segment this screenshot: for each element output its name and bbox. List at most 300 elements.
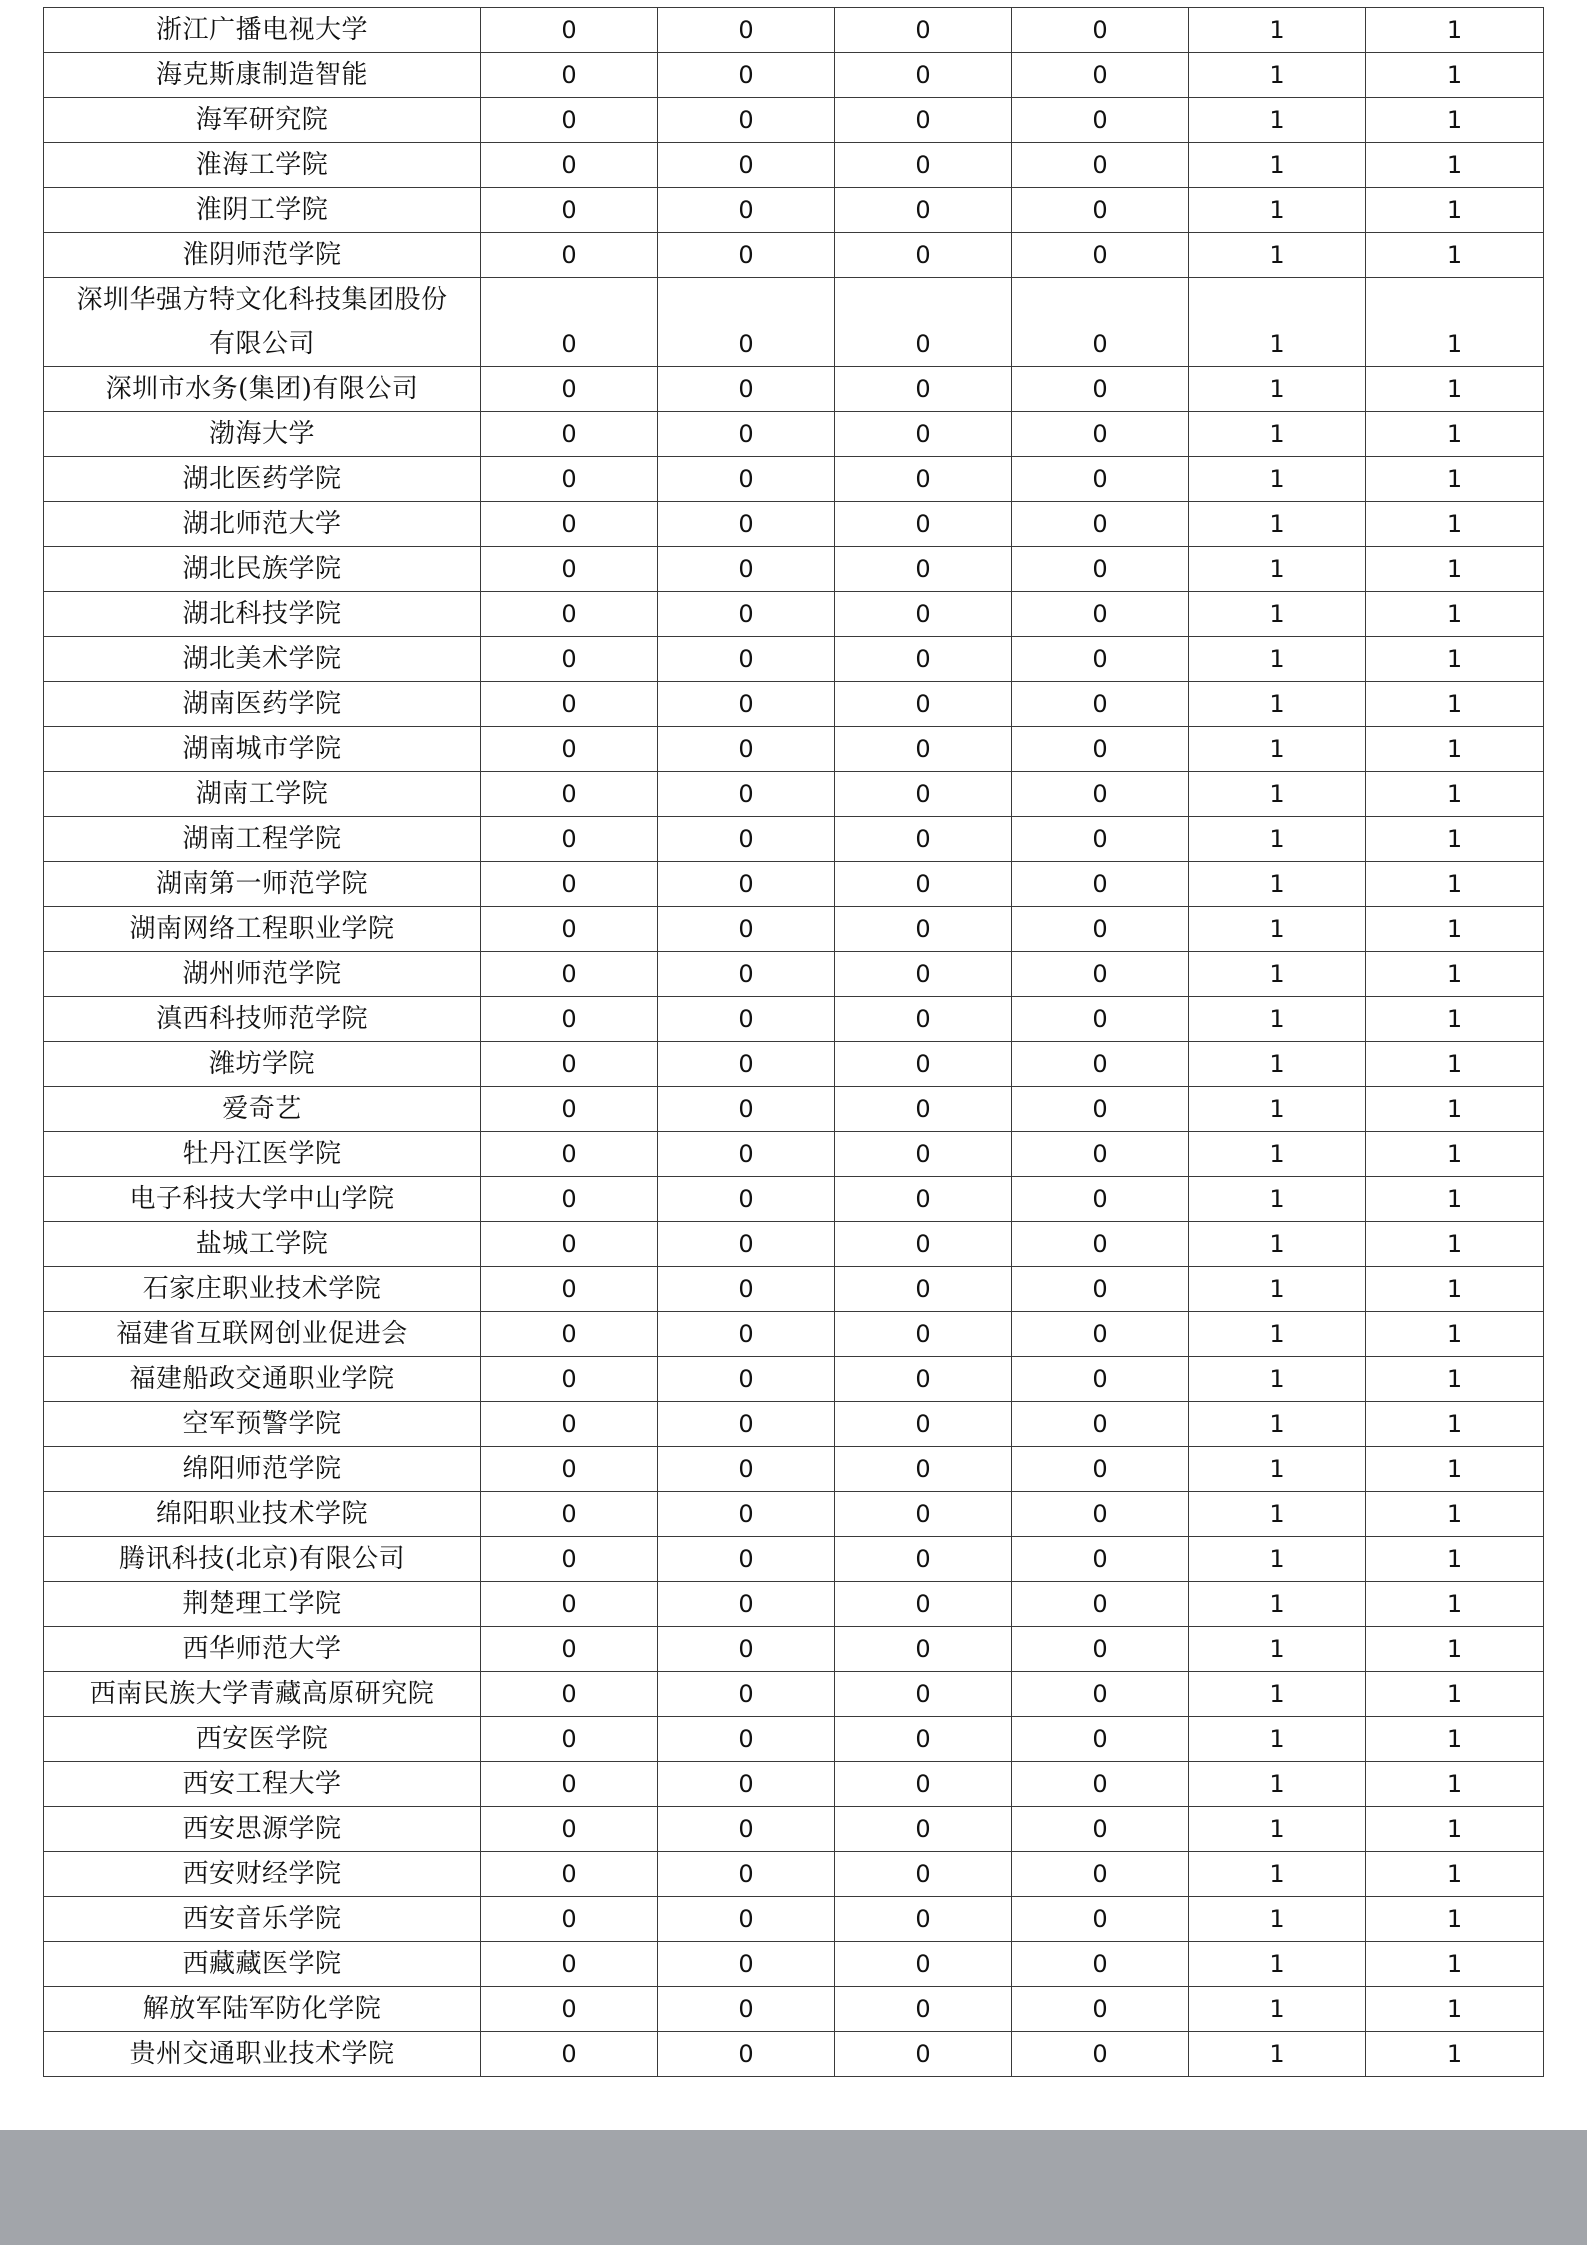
institution-name-cell	[44, 1807, 481, 1852]
value-cell-col-5: 1	[1189, 637, 1366, 682]
value-cell-col-5: 1	[1189, 1762, 1366, 1807]
value-cell-col-1: 0	[481, 1447, 658, 1492]
table-row	[44, 1852, 1544, 1897]
value-cell-col-4: 0	[1012, 1672, 1189, 1717]
institution-name: 湖南网络工程职业学院	[129, 914, 395, 944]
value-cell-col-3: 0	[835, 592, 1012, 637]
value-cell-col-1: 0	[481, 1042, 658, 1087]
value-cell-col-2: 0	[658, 862, 835, 907]
value-cell-col-5: 1	[1189, 862, 1366, 907]
value-cell-col-5: 1	[1189, 98, 1366, 143]
institution-name-cell	[44, 457, 481, 502]
table-row	[44, 1447, 1544, 1492]
value-cell-col-4: 0	[1012, 592, 1189, 637]
table-row	[44, 1537, 1544, 1582]
value-cell-col-6: 1	[1366, 1132, 1544, 1177]
value-cell-col-2: 0	[658, 727, 835, 772]
value-cell-col-5: 1	[1189, 1942, 1366, 1987]
institution-name: 深圳市水务(集团)有限公司	[105, 374, 419, 404]
value-cell-col-4: 0	[1012, 412, 1189, 457]
value-cell-col-6: 1	[1366, 1357, 1544, 1402]
value-cell-col-1: 0	[481, 278, 658, 367]
value-cell-col-5: 1	[1189, 1177, 1366, 1222]
table-row	[44, 1402, 1544, 1447]
value-cell-col-6: 1	[1366, 637, 1544, 682]
value-cell-col-2: 0	[658, 1042, 835, 1087]
institution-name-cell	[44, 952, 481, 997]
institution-name-cell	[44, 547, 481, 592]
value-cell-col-4: 0	[1012, 1087, 1189, 1132]
value-cell-col-2: 0	[658, 1897, 835, 1942]
value-cell-col-6: 1	[1366, 1987, 1544, 2032]
institution-name: 湖北医药学院	[182, 464, 342, 494]
value-cell-col-6: 1	[1366, 1537, 1544, 1582]
value-cell-col-5: 1	[1189, 457, 1366, 502]
value-cell-col-5: 1	[1189, 367, 1366, 412]
value-cell-col-2: 0	[658, 1402, 835, 1447]
value-cell-col-2: 0	[658, 682, 835, 727]
value-cell-col-3: 0	[835, 1492, 1012, 1537]
institution-name-cell	[44, 1582, 481, 1627]
value-cell-col-3: 0	[835, 143, 1012, 188]
value-cell-col-3: 0	[835, 457, 1012, 502]
institution-name: 西安工程大学	[182, 1769, 342, 1799]
value-cell-col-2: 0	[658, 997, 835, 1042]
value-cell-col-5: 1	[1189, 682, 1366, 727]
institution-name: 石家庄职业技术学院	[142, 1274, 382, 1304]
value-cell-col-2: 0	[658, 278, 835, 367]
value-cell-col-5: 1	[1189, 1042, 1366, 1087]
value-cell-col-5: 1	[1189, 1357, 1366, 1402]
table-row	[44, 1627, 1544, 1672]
value-cell-col-5: 1	[1189, 143, 1366, 188]
value-cell-col-2: 0	[658, 2032, 835, 2077]
value-cell-col-1: 0	[481, 1492, 658, 1537]
table-row	[44, 1357, 1544, 1402]
value-cell-col-2: 0	[658, 98, 835, 143]
value-cell-col-4: 0	[1012, 2032, 1189, 2077]
value-cell-col-3: 0	[835, 862, 1012, 907]
value-cell-col-1: 0	[481, 637, 658, 682]
value-cell-col-1: 0	[481, 1672, 658, 1717]
value-cell-col-6: 1	[1366, 817, 1544, 862]
table-row	[44, 1987, 1544, 2032]
value-cell-col-6: 1	[1366, 1042, 1544, 1087]
value-cell-col-4: 0	[1012, 637, 1189, 682]
value-cell-col-3: 0	[835, 1222, 1012, 1267]
value-cell-col-2: 0	[658, 143, 835, 188]
institution-name-cell	[44, 1087, 481, 1132]
institution-name: 福建省互联网创业促进会	[116, 1319, 408, 1349]
table-row	[44, 952, 1544, 997]
institution-name: 西南民族大学青藏高原研究院	[89, 1679, 435, 1709]
value-cell-col-6: 1	[1366, 1492, 1544, 1537]
value-cell-col-1: 0	[481, 817, 658, 862]
table-row	[44, 1807, 1544, 1852]
value-cell-col-4: 0	[1012, 233, 1189, 278]
value-cell-col-4: 0	[1012, 682, 1189, 727]
value-cell-col-3: 0	[835, 278, 1012, 367]
institution-name: 海军研究院	[195, 105, 329, 135]
value-cell-col-6: 1	[1366, 98, 1544, 143]
value-cell-col-2: 0	[658, 1942, 835, 1987]
value-cell-col-4: 0	[1012, 1627, 1189, 1672]
value-cell-col-1: 0	[481, 1222, 658, 1267]
value-cell-col-5: 1	[1189, 727, 1366, 772]
value-cell-col-3: 0	[835, 637, 1012, 682]
value-cell-col-5: 1	[1189, 1267, 1366, 1312]
value-cell-col-5: 1	[1189, 1672, 1366, 1717]
table-row	[44, 997, 1544, 1042]
table-row	[44, 1762, 1544, 1807]
value-cell-col-1: 0	[481, 1582, 658, 1627]
institution-name: 西安财经学院	[182, 1859, 342, 1889]
value-cell-col-2: 0	[658, 1357, 835, 1402]
value-cell-col-3: 0	[835, 367, 1012, 412]
value-cell-col-4: 0	[1012, 862, 1189, 907]
value-cell-col-2: 0	[658, 53, 835, 98]
value-cell-col-2: 0	[658, 412, 835, 457]
value-cell-col-3: 0	[835, 1627, 1012, 1672]
value-cell-col-5: 1	[1189, 1312, 1366, 1357]
value-cell-col-1: 0	[481, 1897, 658, 1942]
value-cell-col-1: 0	[481, 1312, 658, 1357]
table-row	[44, 98, 1544, 143]
value-cell-col-4: 0	[1012, 1717, 1189, 1762]
value-cell-col-5: 1	[1189, 1447, 1366, 1492]
institution-name-cell	[44, 412, 481, 457]
value-cell-col-4: 0	[1012, 1357, 1189, 1402]
institution-name-cell	[44, 637, 481, 682]
institution-name-cell	[44, 1987, 481, 2032]
value-cell-col-6: 1	[1366, 233, 1544, 278]
value-cell-col-2: 0	[658, 772, 835, 817]
value-cell-col-4: 0	[1012, 1222, 1189, 1267]
value-cell-col-3: 0	[835, 1357, 1012, 1402]
value-cell-col-4: 0	[1012, 188, 1189, 233]
value-cell-col-1: 0	[481, 98, 658, 143]
value-cell-col-4: 0	[1012, 98, 1189, 143]
value-cell-col-1: 0	[481, 1357, 658, 1402]
institution-name-cell	[44, 367, 481, 412]
institution-name: 解放军陆军防化学院	[142, 1994, 382, 2024]
institution-name-cell	[44, 2032, 481, 2077]
value-cell-col-3: 0	[835, 98, 1012, 143]
table-row	[44, 727, 1544, 772]
value-cell-col-6: 1	[1366, 1807, 1544, 1852]
value-cell-col-5: 1	[1189, 997, 1366, 1042]
value-cell-col-1: 0	[481, 1987, 658, 2032]
institution-name-cell	[44, 1222, 481, 1267]
value-cell-col-1: 0	[481, 1717, 658, 1762]
value-cell-col-4: 0	[1012, 1987, 1189, 2032]
value-cell-col-5: 1	[1189, 817, 1366, 862]
value-cell-col-6: 1	[1366, 188, 1544, 233]
table-row	[44, 457, 1544, 502]
value-cell-col-5: 1	[1189, 1717, 1366, 1762]
value-cell-col-2: 0	[658, 547, 835, 592]
table-row	[44, 817, 1544, 862]
value-cell-col-3: 0	[835, 8, 1012, 53]
institution-name-cell	[44, 98, 481, 143]
table-row	[44, 278, 1544, 367]
value-cell-col-6: 1	[1366, 278, 1544, 367]
value-cell-col-2: 0	[658, 1852, 835, 1897]
value-cell-col-3: 0	[835, 502, 1012, 547]
table-row	[44, 2032, 1544, 2077]
value-cell-col-1: 0	[481, 53, 658, 98]
institution-name-cell	[44, 1132, 481, 1177]
value-cell-col-5: 1	[1189, 772, 1366, 817]
table-row	[44, 1177, 1544, 1222]
value-cell-col-4: 0	[1012, 1807, 1189, 1852]
table-row	[44, 592, 1544, 637]
value-cell-col-3: 0	[835, 233, 1012, 278]
value-cell-col-6: 1	[1366, 1222, 1544, 1267]
value-cell-col-4: 0	[1012, 53, 1189, 98]
institution-name: 绵阳职业技术学院	[155, 1499, 368, 1529]
value-cell-col-3: 0	[835, 1312, 1012, 1357]
value-cell-col-6: 1	[1366, 2032, 1544, 2077]
institution-name-cell	[44, 188, 481, 233]
value-cell-col-4: 0	[1012, 772, 1189, 817]
table-row	[44, 188, 1544, 233]
institution-name-cell	[44, 1537, 481, 1582]
table-row	[44, 1222, 1544, 1267]
value-cell-col-6: 1	[1366, 772, 1544, 817]
table-row	[44, 502, 1544, 547]
value-cell-col-5: 1	[1189, 188, 1366, 233]
value-cell-col-4: 0	[1012, 367, 1189, 412]
value-cell-col-2: 0	[658, 367, 835, 412]
table-row	[44, 637, 1544, 682]
value-cell-col-5: 1	[1189, 412, 1366, 457]
value-cell-col-1: 0	[481, 727, 658, 772]
value-cell-col-4: 0	[1012, 1852, 1189, 1897]
table-row	[44, 1582, 1544, 1627]
institution-name: 西藏藏医学院	[182, 1949, 342, 1979]
value-cell-col-3: 0	[835, 772, 1012, 817]
table-row	[44, 547, 1544, 592]
value-cell-col-4: 0	[1012, 1402, 1189, 1447]
table-row	[44, 367, 1544, 412]
value-cell-col-2: 0	[658, 1672, 835, 1717]
value-cell-col-3: 0	[835, 907, 1012, 952]
value-cell-col-3: 0	[835, 547, 1012, 592]
institution-name: 爱奇艺	[222, 1094, 302, 1124]
value-cell-col-3: 0	[835, 1717, 1012, 1762]
value-cell-col-4: 0	[1012, 1447, 1189, 1492]
value-cell-col-5: 1	[1189, 1087, 1366, 1132]
value-cell-col-2: 0	[658, 1762, 835, 1807]
value-cell-col-1: 0	[481, 1807, 658, 1852]
value-cell-col-3: 0	[835, 997, 1012, 1042]
value-cell-col-5: 1	[1189, 8, 1366, 53]
value-cell-col-6: 1	[1366, 862, 1544, 907]
table-row	[44, 907, 1544, 952]
value-cell-col-2: 0	[658, 1807, 835, 1852]
institution-name: 电子科技大学中山学院	[129, 1184, 395, 1214]
institution-name: 海克斯康制造智能	[155, 60, 368, 90]
value-cell-col-2: 0	[658, 1492, 835, 1537]
value-cell-col-1: 0	[481, 233, 658, 278]
table-row	[44, 1132, 1544, 1177]
value-cell-col-3: 0	[835, 1897, 1012, 1942]
value-cell-col-5: 1	[1189, 278, 1366, 367]
value-cell-col-4: 0	[1012, 727, 1189, 772]
value-cell-col-2: 0	[658, 8, 835, 53]
value-cell-col-5: 1	[1189, 952, 1366, 997]
value-cell-col-3: 0	[835, 1087, 1012, 1132]
value-cell-col-5: 1	[1189, 2032, 1366, 2077]
value-cell-col-4: 0	[1012, 457, 1189, 502]
institution-name: 西安医学院	[195, 1724, 329, 1754]
value-cell-col-1: 0	[481, 457, 658, 502]
value-cell-col-1: 0	[481, 2032, 658, 2077]
value-cell-col-4: 0	[1012, 952, 1189, 997]
value-cell-col-6: 1	[1366, 1177, 1544, 1222]
value-cell-col-6: 1	[1366, 1942, 1544, 1987]
value-cell-col-5: 1	[1189, 1627, 1366, 1672]
value-cell-col-2: 0	[658, 457, 835, 502]
institution-name: 浙江广播电视大学	[155, 15, 368, 45]
institution-name: 湖南城市学院	[182, 734, 342, 764]
value-cell-col-3: 0	[835, 1402, 1012, 1447]
institution-name-cell	[44, 1312, 481, 1357]
value-cell-col-2: 0	[658, 1267, 835, 1312]
institution-name-cell	[44, 907, 481, 952]
table-row	[44, 682, 1544, 727]
institution-name-cell	[44, 278, 481, 367]
value-cell-col-3: 0	[835, 1807, 1012, 1852]
value-cell-col-5: 1	[1189, 1402, 1366, 1447]
institution-name: 淮阴师范学院	[182, 240, 342, 270]
value-cell-col-3: 0	[835, 1582, 1012, 1627]
value-cell-col-3: 0	[835, 1942, 1012, 1987]
value-cell-col-2: 0	[658, 1132, 835, 1177]
institution-name: 荆楚理工学院	[182, 1589, 342, 1619]
value-cell-col-2: 0	[658, 1087, 835, 1132]
institution-name: 绵阳师范学院	[182, 1454, 342, 1484]
value-cell-col-4: 0	[1012, 143, 1189, 188]
value-cell-col-1: 0	[481, 188, 658, 233]
value-cell-col-3: 0	[835, 53, 1012, 98]
value-cell-col-1: 0	[481, 547, 658, 592]
institution-name: 湖北师范大学	[182, 509, 342, 539]
value-cell-col-2: 0	[658, 1177, 835, 1222]
value-cell-col-3: 0	[835, 1537, 1012, 1582]
value-cell-col-6: 1	[1366, 1897, 1544, 1942]
value-cell-col-5: 1	[1189, 1987, 1366, 2032]
value-cell-col-5: 1	[1189, 1492, 1366, 1537]
value-cell-col-3: 0	[835, 412, 1012, 457]
value-cell-col-2: 0	[658, 1717, 835, 1762]
institution-name: 西安思源学院	[182, 1814, 342, 1844]
value-cell-col-1: 0	[481, 997, 658, 1042]
institution-name: 湖北民族学院	[182, 554, 342, 584]
value-cell-col-2: 0	[658, 1447, 835, 1492]
value-cell-col-3: 0	[835, 1672, 1012, 1717]
institution-name-cell	[44, 1267, 481, 1312]
value-cell-col-6: 1	[1366, 457, 1544, 502]
value-cell-col-3: 0	[835, 1762, 1012, 1807]
institution-name: 湖北科技学院	[182, 599, 342, 629]
institution-name: 湖州师范学院	[182, 959, 342, 989]
value-cell-col-6: 1	[1366, 143, 1544, 188]
value-cell-col-3: 0	[835, 188, 1012, 233]
table-row	[44, 1897, 1544, 1942]
institution-name: 淮海工学院	[195, 150, 329, 180]
value-cell-col-4: 0	[1012, 817, 1189, 862]
value-cell-col-4: 0	[1012, 502, 1189, 547]
value-cell-col-2: 0	[658, 1222, 835, 1267]
value-cell-col-2: 0	[658, 637, 835, 682]
value-cell-col-6: 1	[1366, 412, 1544, 457]
institution-name-cell	[44, 143, 481, 188]
value-cell-col-4: 0	[1012, 997, 1189, 1042]
institution-name-cell	[44, 8, 481, 53]
value-cell-col-3: 0	[835, 952, 1012, 997]
value-cell-col-1: 0	[481, 1627, 658, 1672]
value-cell-col-6: 1	[1366, 1087, 1544, 1132]
value-cell-col-6: 1	[1366, 367, 1544, 412]
table-row	[44, 53, 1544, 98]
value-cell-col-4: 0	[1012, 1177, 1189, 1222]
institution-name: 西安音乐学院	[182, 1904, 342, 1934]
value-cell-col-6: 1	[1366, 1267, 1544, 1312]
value-cell-col-3: 0	[835, 1042, 1012, 1087]
value-cell-col-5: 1	[1189, 547, 1366, 592]
table-row	[44, 1087, 1544, 1132]
value-cell-col-1: 0	[481, 952, 658, 997]
institution-name-cell	[44, 1717, 481, 1762]
institution-name-cell	[44, 1042, 481, 1087]
institution-name: 湖北美术学院	[182, 644, 342, 674]
value-cell-col-4: 0	[1012, 1582, 1189, 1627]
value-cell-col-2: 0	[658, 233, 835, 278]
value-cell-col-1: 0	[481, 1762, 658, 1807]
institution-name: 福建船政交通职业学院	[129, 1364, 395, 1394]
value-cell-col-1: 0	[481, 143, 658, 188]
institution-name-cell	[44, 1762, 481, 1807]
institution-name: 腾讯科技(北京)有限公司	[118, 1544, 406, 1574]
value-cell-col-6: 1	[1366, 1717, 1544, 1762]
table-row	[44, 143, 1544, 188]
value-cell-col-1: 0	[481, 412, 658, 457]
institution-name-cell	[44, 592, 481, 637]
value-cell-col-1: 0	[481, 1087, 658, 1132]
table-row	[44, 1672, 1544, 1717]
value-cell-col-5: 1	[1189, 907, 1366, 952]
institution-name-cell	[44, 1852, 481, 1897]
institution-name-cell	[44, 1942, 481, 1987]
table-row	[44, 1942, 1544, 1987]
institution-name: 湖南第一师范学院	[155, 869, 368, 899]
institution-name-cell	[44, 1897, 481, 1942]
value-cell-col-3: 0	[835, 1447, 1012, 1492]
value-cell-col-5: 1	[1189, 53, 1366, 98]
institution-name: 湖南工程学院	[182, 824, 342, 854]
value-cell-col-5: 1	[1189, 592, 1366, 637]
institution-name: 湖南工学院	[195, 779, 329, 809]
table-row	[44, 1717, 1544, 1762]
value-cell-col-6: 1	[1366, 502, 1544, 547]
institution-name: 滇西科技师范学院	[155, 1004, 368, 1034]
value-cell-col-6: 1	[1366, 1762, 1544, 1807]
value-cell-col-6: 1	[1366, 1582, 1544, 1627]
institution-name-cell	[44, 502, 481, 547]
institution-name: 潍坊学院	[208, 1049, 315, 1079]
